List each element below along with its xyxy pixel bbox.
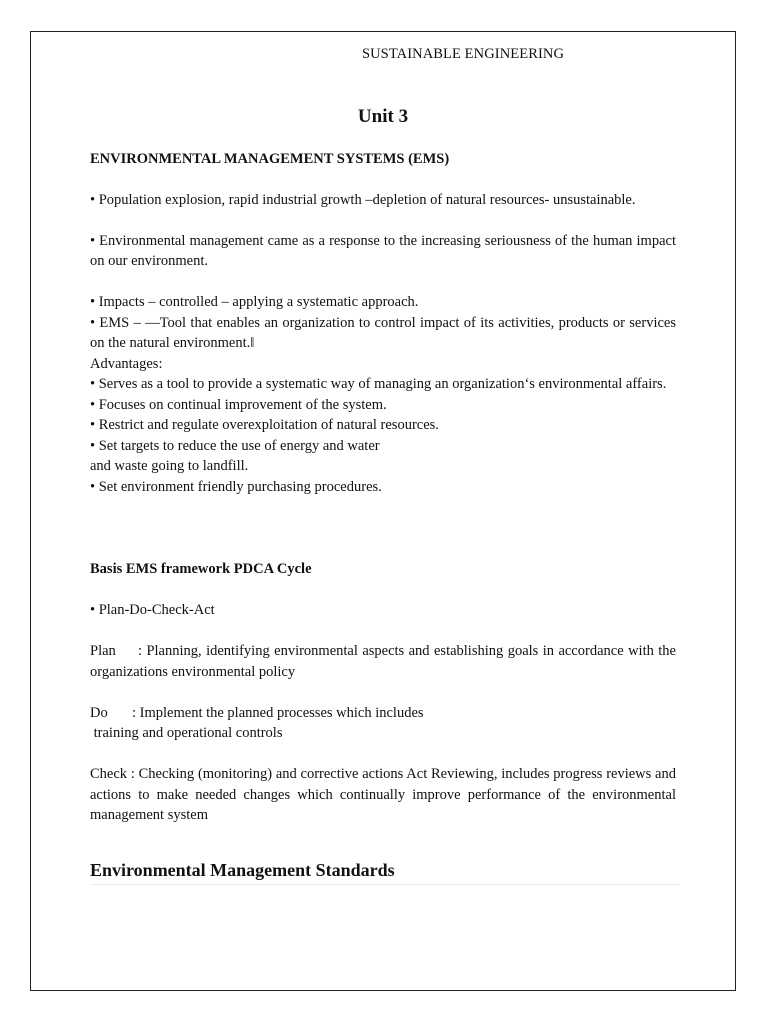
do-text-continued: training and operational controls xyxy=(90,725,283,741)
pdca-bullet: • Plan-Do-Check-Act xyxy=(90,602,215,618)
plan-paragraph xyxy=(90,641,676,682)
paragraph-ems-definition: • EMS – ―Tool that enables an organization to control impact of its activities, products or services on the natural environment.‖ xyxy=(90,314,676,351)
unit-title: Unit 3 xyxy=(357,105,409,127)
section-heading-pdca: Basis EMS framework PDCA Cycle xyxy=(90,561,312,577)
paragraph-population: • Population explosion, rapid industrial growth –depletion of natural resources- unsustainable. xyxy=(90,191,636,208)
do-text: : Implement the planned processes which includes xyxy=(132,704,424,721)
advantage-item: • Set targets to reduce the use of energy and water xyxy=(90,437,380,454)
advantage-item: • Serves as a tool to provide a systematic way of managing an organization‘s environmental affairs. xyxy=(90,376,667,392)
advantage-item: • Restrict and regulate overexploitation of natural resources. xyxy=(90,417,439,433)
paragraph-impacts: • Impacts – controlled – applying a systematic approach. xyxy=(90,294,419,310)
check-label: Check xyxy=(90,766,128,782)
section-heading-standards: Environmental Management Standards xyxy=(90,858,680,885)
check-text: : Checking (monitoring) and corrective actions Act Reviewing, includes progress reviews and actions to make needed changes which continually improve performance of the environmental management system xyxy=(90,766,676,823)
paragraph-env-management: • Environmental management came as a response to the increasing seriousness of the human impact on our environment. xyxy=(90,232,676,269)
advantage-item: • Set environment friendly purchasing procedures. xyxy=(90,478,382,495)
document-body xyxy=(90,44,676,885)
section-heading-ems: ENVIRONMENTAL MANAGEMENT SYSTEMS (EMS) xyxy=(90,150,450,167)
advantage-item-continued: and waste going to landfill. xyxy=(90,458,249,474)
check-paragraph xyxy=(90,764,676,826)
advantage-item: • Focuses on continual improvement of the system. xyxy=(90,396,387,413)
do-label: Do xyxy=(90,704,108,721)
running-header: SUSTAINABLE ENGINEERING xyxy=(361,46,565,62)
plan-text: : Planning, identifying environmental aspects and establishing goals in accordance with the organizations environmental policy xyxy=(90,643,676,680)
do-paragraph xyxy=(90,703,676,724)
plan-label: Plan xyxy=(90,643,116,659)
advantages-label: Advantages: xyxy=(90,355,163,372)
